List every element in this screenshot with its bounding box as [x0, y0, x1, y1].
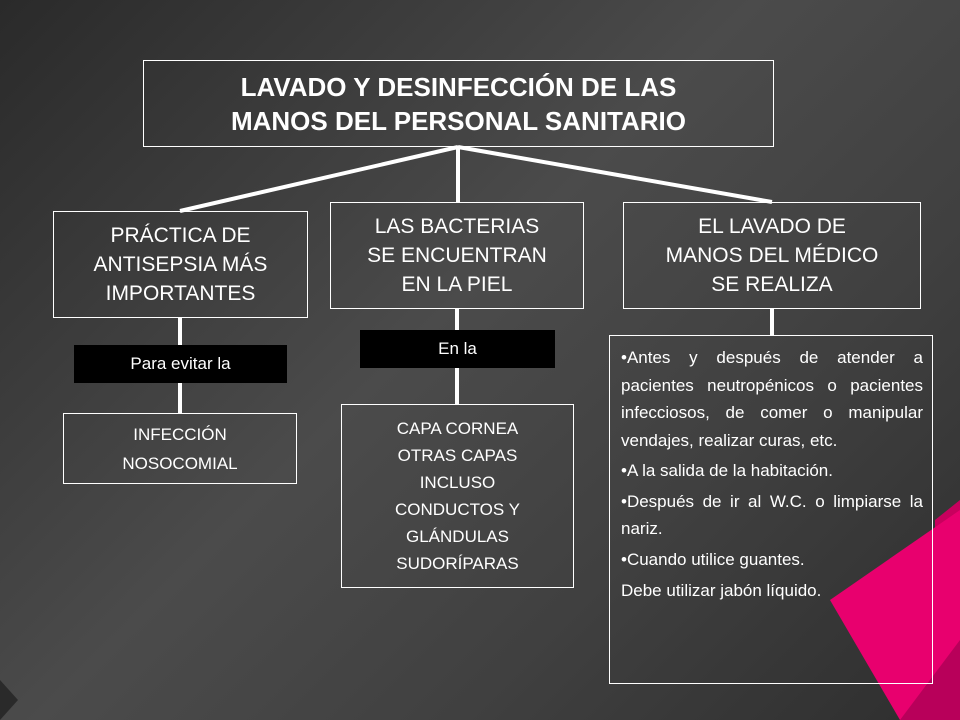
branch-line-right: [458, 147, 772, 202]
branch-lavado-box: [623, 202, 921, 309]
branch-heading-line: LAS BACTERIAS: [374, 215, 540, 238]
left-arrow-decoration: [0, 680, 18, 720]
branch-antisepsia-box: [53, 211, 308, 318]
detail-line: GLÁNDULAS: [406, 527, 509, 546]
bullet-item: •Después de ir al W.C. o limpiarse la nariz.: [621, 491, 923, 538]
connector-label-para-evitar: Para evitar la: [74, 345, 287, 383]
branch-bacterias-box: [330, 202, 584, 309]
detail-line: OTRAS CAPAS: [397, 446, 518, 465]
branch-heading-line: EN LA PIEL: [401, 273, 513, 296]
detail-line: SUDORÍPARAS: [396, 554, 519, 573]
detail-momentos-box: [609, 335, 933, 684]
diagram-title: [143, 60, 774, 147]
branch-heading-line: IMPORTANTES: [105, 282, 256, 305]
detail-infeccion-box: [63, 413, 297, 484]
detail-line: NOSOCOMIAL: [122, 453, 238, 473]
branch-heading-line: SE REALIZA: [711, 273, 833, 296]
branch-heading-line: MANOS DEL MÉDICO: [665, 244, 879, 267]
detail-line: INCLUSO: [419, 473, 496, 492]
bullet-item: •A la salida de la habitación.: [621, 461, 833, 480]
branch-heading-line: PRÁCTICA DE: [110, 224, 251, 247]
title-line-1: LAVADO Y DESINFECCIÓN DE LAS: [240, 71, 677, 102]
detail-capas-box: [341, 404, 574, 588]
connector-label-en-la: En la: [360, 330, 555, 368]
branch-heading-line: SE ENCUENTRAN: [367, 244, 547, 267]
bullet-item: •Antes y después de atender a pacientes neutropénicos o pacientes infecciosos, de comer o manipular vendajes, realizar curas, etc.: [621, 348, 923, 450]
detail-line: INFECCIÓN: [133, 424, 227, 444]
soap-note: Debe utilizar jabón líquido.: [621, 581, 822, 600]
branch-heading-line: EL LAVADO DE: [698, 215, 846, 238]
detail-line: CAPA CORNEA: [396, 419, 519, 438]
bullet-item: •Cuando utilice guantes.: [621, 549, 805, 569]
title-line-2: MANOS DEL PERSONAL SANITARIO: [230, 105, 687, 136]
detail-line: CONDUCTOS Y: [394, 500, 520, 519]
branch-heading-line: ANTISEPSIA MÁS: [93, 253, 268, 276]
